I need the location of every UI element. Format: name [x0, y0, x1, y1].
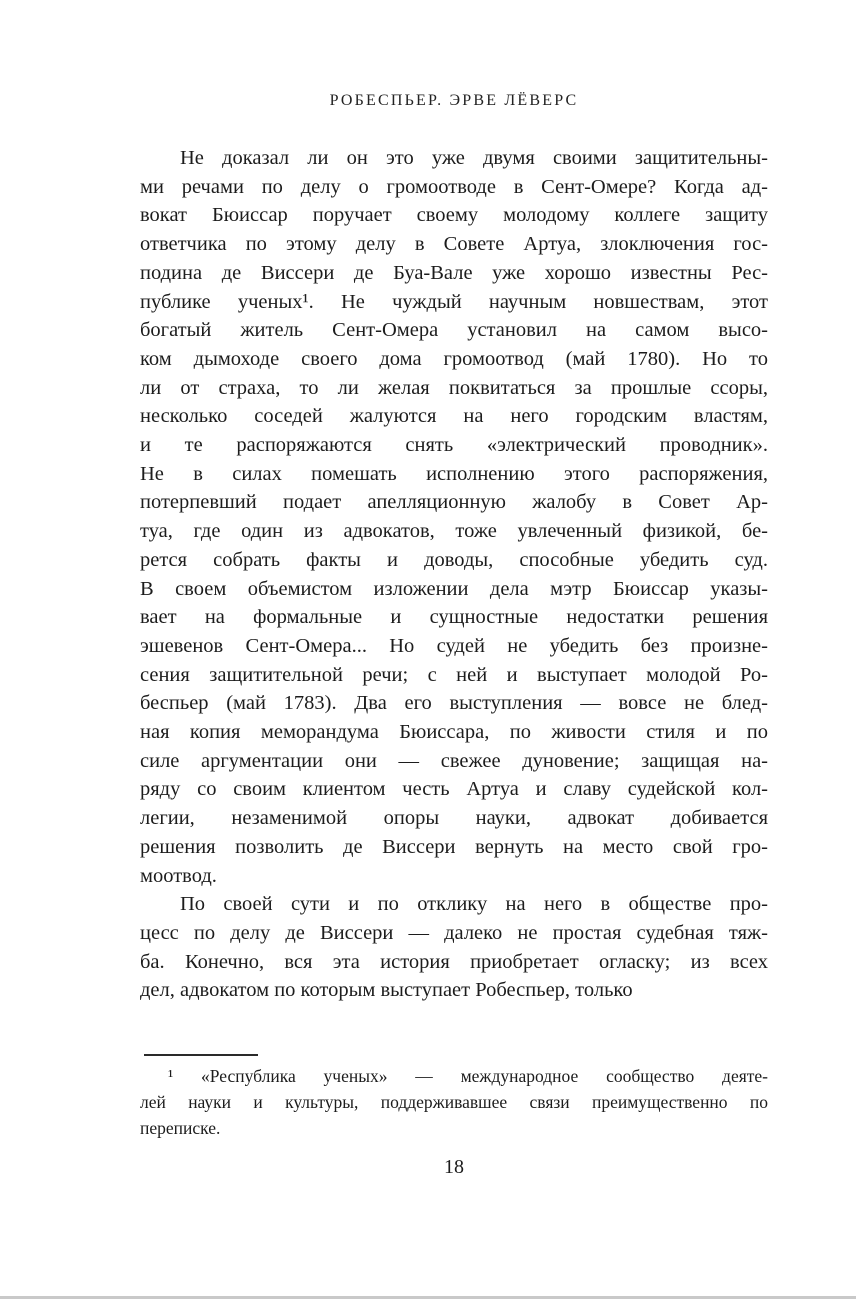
text-line: беспьер (май 1783). Два его выступления — вовсе не блед- — [140, 692, 768, 715]
text-line: силе аргументации они — свежее дуновение; защищая на- — [140, 749, 768, 772]
footnote — [140, 1063, 768, 1141]
text-line: По своей сути и по отклику на него в обществе про- — [180, 893, 768, 916]
text-line: подина де Виссери де Буа-Вале уже хорошо известны Рес- — [140, 261, 768, 284]
text-line: ми речами по делу о громоотводе в Сент-Омере? Когда ад- — [140, 175, 768, 198]
body-text — [140, 144, 768, 1005]
text-line: ная копия меморандума Бюиссара, по живости стиля и по — [140, 721, 768, 744]
text-line: ответчика по этому делу в Совете Артуа, злоключения гос- — [140, 233, 768, 256]
text-line: несколько соседей жалуются на него городским властям, — [140, 405, 768, 428]
text-line: ба. Конечно, вся эта история приобретает огласку; из всех — [140, 950, 768, 973]
running-header: РОБЕСПЬЕР. ЭРВЕ ЛЁВЕРС — [329, 92, 579, 109]
text-line: ком дымоходе своего дома громоотвод (май 1780). Но то — [140, 347, 768, 370]
text-line: легии, незаменимой опоры науки, адвокат добивается — [140, 807, 768, 830]
page-number: 18 — [444, 1156, 464, 1178]
text-line: переписке. — [140, 1118, 221, 1138]
footnote-rule — [144, 1054, 258, 1056]
text-line: богатый житель Сент-Омера установил на самом высо- — [140, 319, 768, 342]
text-line: цесс по делу де Виссери — далеко не простая судебная тяж- — [140, 921, 768, 944]
text-line: ¹ «Республика ученых» — международное сообщество деяте- — [168, 1066, 768, 1086]
paragraph — [140, 890, 768, 1005]
text-line: решения позволить де Виссери вернуть на место свой гро- — [140, 835, 768, 858]
paragraph — [140, 144, 768, 890]
text-line: ли от страха, то ли желая поквитаться за прошлые ссоры, — [140, 376, 768, 399]
text-line: эшевенов Сент-Омера... Но судей не убедить без произне- — [140, 634, 768, 657]
text-line: дел, адвокатом по которым выступает Робеспьер, только — [140, 979, 633, 1002]
text-line: и те распоряжаются снять «электрический проводник». — [140, 434, 768, 457]
text-line: вокат Бюиссар поручает своему молодому коллеге защиту — [140, 204, 768, 227]
text-line: ряду со своим клиентом честь Артуа и славу судейской кол- — [140, 778, 768, 801]
text-line: В своем объемистом изложении дела мэтр Бюиссар указы- — [140, 577, 768, 600]
text-line: моотвод. — [140, 864, 217, 887]
text-line: Не доказал ли он это уже двумя своими защитительны- — [180, 147, 768, 169]
text-line: рется собрать факты и доводы, способные убедить суд. — [140, 548, 768, 571]
text-line: сения защитительной речи; с ней и выступает молодой Ро- — [140, 663, 768, 686]
text-line: туа, где один из адвокатов, тоже увлеченный физикой, бе- — [140, 520, 768, 543]
text-line: лей науки и культуры, поддерживавшее связи преимущественно по — [140, 1092, 768, 1112]
text-line: потерпевший подает апелляционную жалобу в Совет Ар- — [140, 491, 768, 514]
text-line: вает на формальные и сущностные недостатки решения — [140, 606, 768, 629]
text-line: публике ученых¹. Не чуждый научным новшествам, этот — [140, 290, 768, 313]
text-line: Не в силах помешать исполнению этого распоряжения, — [140, 462, 768, 485]
